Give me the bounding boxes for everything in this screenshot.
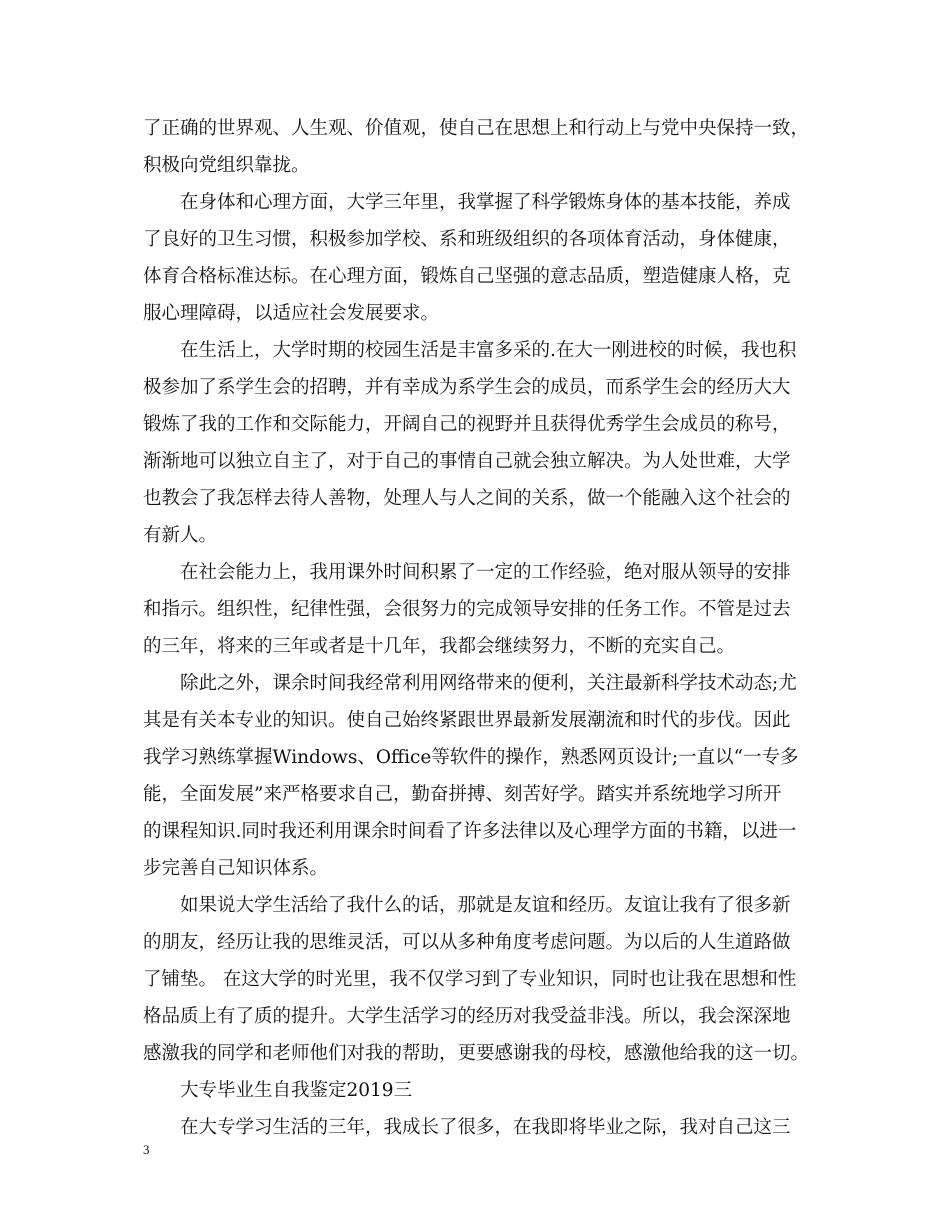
text-line: 积极向党组织靠拢。 [143,155,310,176]
text-line: 服心理障碍，以适应社会发展要求。 [143,303,440,324]
page-number: 3 [143,1142,150,1157]
text-line: 的课程知识.同时我还利用课余时间看了许多法律以及心理学方面的书籍，以进一 [143,821,797,842]
text-line: 了铺垫。 在这大学的时光里，我不仅学习到了专业知识，同时也让我在思想和性 [143,969,797,990]
paragraph-start-line: 在大专学习生活的三年，我成长了很多，在我即将毕业之际，我对自己这三 [180,1117,791,1138]
text-line: 也教会了我怎样去待人善物，处理人与人之间的关系，做一个能融入这个社会的 [143,488,791,509]
section-heading: 大专毕业生自我鉴定2019三 [180,1080,413,1101]
paragraph-start-line: 在社会能力上，我用课外时间积累了一定的工作经验，绝对服从领导的安排 [180,562,791,583]
paragraph-start-line: 除此之外，课余时间我经常利用网络带来的便利，关注最新科学技术动态;尤 [180,673,797,694]
text-line: 其是有关本专业的知识。使自己始终紧跟世界最新发展潮流和时代的步伐。因此 [143,710,791,731]
text-line: 体育合格标准达标。在心理方面，锻炼自己坚强的意志品质，塑造健康人格，克 [143,266,791,287]
text-line: 我学习熟练掌握Windows、Office等软件的操作，熟悉网页设计;一直以“一专多 [143,747,799,768]
paragraph-start-line: 在身体和心理方面，大学三年里，我掌握了科学锻炼身体的基本技能，养成 [180,192,791,213]
text-line: 能，全面发展”来严格要求自己，勤奋拼搏、刻苦好学。踏实并系统地学习所开 [143,784,782,805]
text-line: 的三年，将来的三年或者是十几年，我都会继续努力，不断的充实自己。 [143,636,736,657]
text-line: 步完善自己知识体系。 [143,858,329,879]
text-line: 锻炼了我的工作和交际能力，开阔自己的视野并且获得优秀学生会成员的称号， [143,414,791,435]
text-line: 感激我的同学和老师他们对我的帮助，更要感谢我的母校，感激他给我的这一切。 [143,1043,810,1064]
paragraph-start-line: 如果说大学生活给了我什么的话，那就是友谊和经历。友谊让我有了很多新 [180,895,791,916]
text-line: 和指示。组织性，纪律性强，会很努力的完成领导安排的任务工作。不管是过去 [143,599,791,620]
text-line: 格品质上有了质的提升。大学生活学习的经历对我受益非浅。所以，我会深深地 [143,1006,791,1027]
text-line: 极参加了系学生会的招聘，并有幸成为系学生会的成员，而系学生会的经历大大 [143,377,791,398]
paragraph-start-line: 在生活上，大学时期的校园生活是丰富多采的.在大一刚进校的时候，我也积 [180,340,797,361]
text-line: 了正确的世界观、人生观、价值观，使自己在思想上和行动上与党中央保持一致， [143,118,810,139]
text-line: 的朋友，经历让我的思维灵活，可以从多种角度考虑问题。为以后的人生道路做 [143,932,791,953]
text-line: 渐渐地可以独立自主了，对于自己的事情自己就会独立解决。为人处世难，大学 [143,451,791,472]
text-line: 有新人。 [143,525,218,546]
text-line: 了良好的卫生习惯，积极参加学校、系和班级组织的各项体育活动，身体健康， [143,229,791,250]
